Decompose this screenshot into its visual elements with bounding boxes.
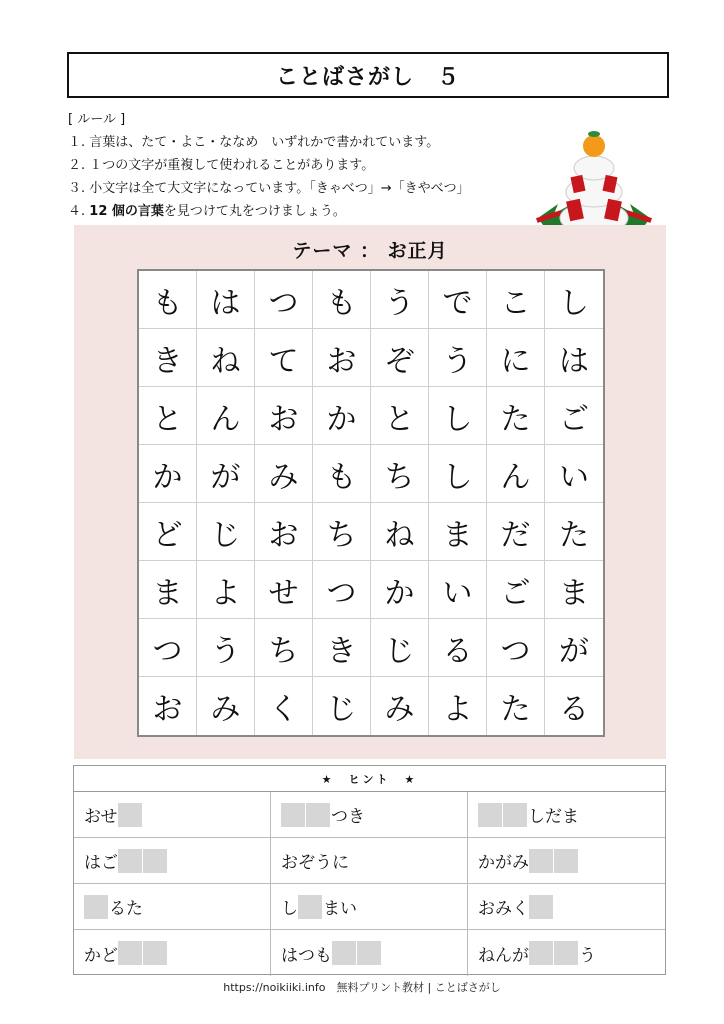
hint-blank-box (281, 803, 305, 827)
grid-cell[interactable]: う (429, 329, 487, 387)
hint-blank-box (84, 895, 108, 919)
grid-cell[interactable]: は (545, 329, 603, 387)
hint-text-after: つき (331, 807, 365, 827)
grid-cell[interactable]: た (487, 677, 545, 735)
grid-cell[interactable]: お (255, 503, 313, 561)
rule-item (68, 200, 470, 223)
hint-text-before: おぞうに (281, 853, 349, 873)
grid-cell[interactable]: ん (487, 445, 545, 503)
hint-item (468, 838, 665, 884)
hint-text-before: ねんが (478, 945, 529, 966)
grid-cell[interactable]: み (255, 445, 313, 503)
grid-cell[interactable]: ん (197, 387, 255, 445)
grid-cell[interactable]: く (255, 677, 313, 735)
grid-cell[interactable]: に (487, 329, 545, 387)
hint-item (74, 884, 271, 930)
grid-cell[interactable]: い (545, 445, 603, 503)
hint-blank-box (529, 941, 553, 965)
rule-text: を見つけて丸をつけましょう。 (163, 204, 346, 219)
grid-cell[interactable]: も (139, 271, 197, 329)
hint-text-before: し (281, 899, 298, 919)
hint-blank-box (143, 849, 167, 873)
hint-table (73, 765, 666, 975)
grid-cell[interactable]: で (429, 271, 487, 329)
grid-cell[interactable]: つ (313, 561, 371, 619)
grid-cell[interactable]: つ (255, 271, 313, 329)
grid-cell[interactable]: き (139, 329, 197, 387)
rule-item (68, 154, 470, 177)
hint-item (468, 884, 665, 930)
grid-cell[interactable]: う (197, 619, 255, 677)
grid-cell[interactable]: つ (487, 619, 545, 677)
hint-blank-box (118, 803, 142, 827)
grid-cell[interactable]: ご (487, 561, 545, 619)
grid-cell[interactable]: き (313, 619, 371, 677)
grid-cell[interactable]: つ (139, 619, 197, 677)
hint-text-after: まい (323, 899, 357, 919)
hint-text-before: はつも (281, 945, 332, 966)
grid-cell[interactable]: ぞ (371, 329, 429, 387)
hint-blank-box (529, 849, 553, 873)
hint-blank-box (357, 941, 381, 965)
grid-cell[interactable]: た (487, 387, 545, 445)
footer: https://noikiiki.info 無料プリント教材 | ことばさがし (223, 981, 501, 994)
hint-item (271, 884, 468, 930)
grid-cell[interactable]: ち (313, 503, 371, 561)
hint-item (468, 792, 665, 838)
page-title: ことばさがし ５ (67, 52, 669, 98)
rule-text: １つの文字が重複して使われることがあります。 (89, 158, 375, 173)
rule-item (68, 131, 470, 154)
hint-blank-box (503, 803, 527, 827)
hint-blank-box (118, 941, 142, 965)
hint-blank-box (143, 941, 167, 965)
grid-cell[interactable]: し (545, 271, 603, 329)
hint-text-before: かがみ (478, 853, 529, 873)
grid-cell[interactable]: お (139, 677, 197, 735)
grid-cell[interactable]: み (371, 677, 429, 735)
grid-cell[interactable]: と (371, 387, 429, 445)
rule-number: ３. (68, 181, 86, 196)
grid-cell[interactable]: ち (371, 445, 429, 503)
grid-cell[interactable]: こ (487, 271, 545, 329)
rule-number: ２. (68, 158, 86, 173)
rule-number: ４. (68, 204, 86, 219)
grid-cell[interactable]: は (197, 271, 255, 329)
hint-item (271, 838, 468, 884)
grid-cell[interactable]: よ (429, 677, 487, 735)
hint-text-before: かど (84, 945, 118, 966)
hint-blank-box (298, 895, 322, 919)
hint-blank-box (332, 941, 356, 965)
grid-cell[interactable]: ね (197, 329, 255, 387)
hint-item (74, 792, 271, 838)
grid-cell[interactable]: じ (313, 677, 371, 735)
grid-cell[interactable]: と (139, 387, 197, 445)
hint-item (468, 930, 665, 976)
hint-blank-box (306, 803, 330, 827)
hint-blank-box (529, 895, 553, 919)
hint-text-before: はご (84, 853, 118, 873)
grid-cell[interactable]: て (255, 329, 313, 387)
grid-cell[interactable]: ご (545, 387, 603, 445)
hint-blank-box (478, 803, 502, 827)
word-search-grid (137, 269, 605, 737)
grid-cell[interactable]: が (197, 445, 255, 503)
grid-cell[interactable]: だ (487, 503, 545, 561)
grid-cell[interactable]: ま (429, 503, 487, 561)
grid-cell[interactable]: せ (255, 561, 313, 619)
grid-cell[interactable]: ま (139, 561, 197, 619)
grid-cell[interactable]: か (371, 561, 429, 619)
grid-cell[interactable]: み (197, 677, 255, 735)
grid-cell[interactable]: ち (255, 619, 313, 677)
rule-text: 小文字は全て大文字になっています。「きゃべつ」→「きやべつ」 (89, 181, 470, 196)
hint-blank-box (118, 849, 142, 873)
rule-bold-text: 12 個の言葉 (89, 204, 164, 219)
rule-item (68, 177, 470, 200)
grid-cell[interactable]: う (371, 271, 429, 329)
hint-blank-box (554, 849, 578, 873)
grid-cell[interactable]: ど (139, 503, 197, 561)
grid-cell[interactable]: よ (197, 561, 255, 619)
grid-cell[interactable]: か (313, 387, 371, 445)
hint-item (271, 792, 468, 838)
rules-section (68, 108, 470, 223)
grid-cell[interactable]: る (429, 619, 487, 677)
grid-cell[interactable]: お (255, 387, 313, 445)
grid-cell[interactable]: ね (371, 503, 429, 561)
rule-number: １. (68, 135, 86, 150)
hint-item (74, 930, 271, 976)
grid-cell[interactable]: も (313, 271, 371, 329)
grid-cell[interactable]: が (545, 619, 603, 677)
hint-text-before: おみく (478, 899, 529, 919)
hint-text-after: るた (109, 899, 143, 919)
grid-cell[interactable]: し (429, 387, 487, 445)
grid-cell[interactable]: ま (545, 561, 603, 619)
hint-rows (74, 792, 665, 976)
grid-cell[interactable]: し (429, 445, 487, 503)
theme-label: テーマ ： お正月 (292, 240, 448, 262)
grid-cell[interactable]: い (429, 561, 487, 619)
rules-heading: [ ルール ] (68, 112, 126, 127)
grid-cell[interactable]: も (313, 445, 371, 503)
grid-cell[interactable]: る (559, 692, 589, 727)
hint-item (74, 838, 271, 884)
rule-text: 言葉は、たて・よこ・ななめ いずれかで書かれています。 (89, 135, 440, 150)
hint-item (271, 930, 468, 976)
hint-header: ★ ヒント ★ (74, 766, 665, 792)
grid-cell[interactable]: お (313, 329, 371, 387)
hint-text-after: しだま (528, 807, 579, 827)
grid-cell[interactable]: か (139, 445, 197, 503)
grid-cell[interactable]: じ (197, 503, 255, 561)
grid-cell[interactable]: た (545, 503, 603, 561)
grid-cell[interactable]: じ (371, 619, 429, 677)
hint-blank-box (554, 941, 578, 965)
hint-text-before: おせ (84, 807, 118, 827)
hint-text-after: う (579, 945, 596, 966)
